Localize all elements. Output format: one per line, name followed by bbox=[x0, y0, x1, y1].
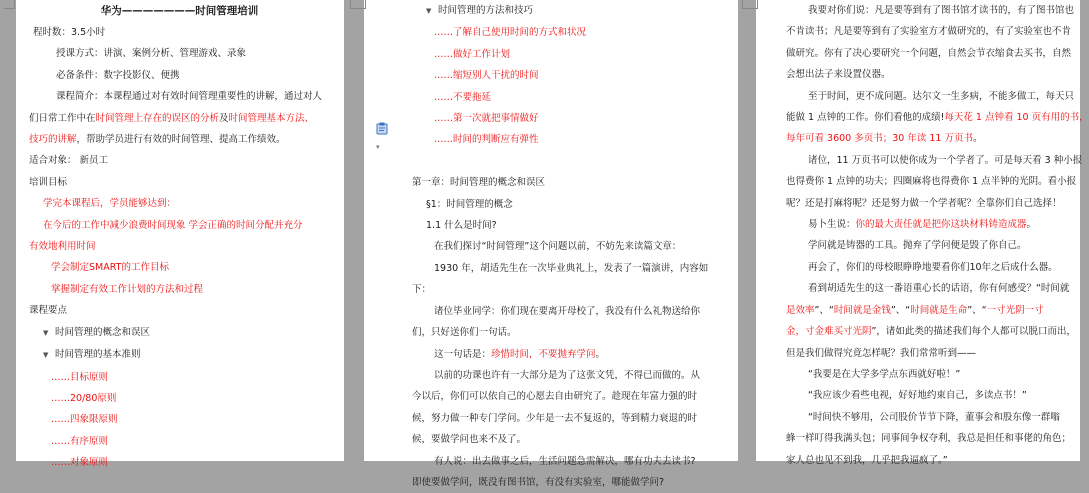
text-segment: ”，诸如此类的描述我们每个人都可以脱口而出， bbox=[871, 326, 1076, 338]
text-line bbox=[412, 344, 724, 365]
text-line bbox=[412, 194, 724, 215]
text-line bbox=[29, 108, 330, 129]
text-content: 课程要点 bbox=[29, 305, 68, 317]
text-content: 适合对象： 新员工 bbox=[29, 155, 109, 167]
text-line bbox=[29, 431, 330, 452]
text-segment: ”、“ bbox=[814, 304, 834, 316]
text-content: “时间快不够用，公司股价节节下降，董事会和股东像一群嗡 bbox=[808, 411, 1060, 423]
text-line bbox=[412, 129, 724, 150]
text-line bbox=[29, 86, 330, 107]
text-content: 做研究。你有了决心要研究一个问题，自然会节衣缩食去买书，自然 bbox=[786, 47, 1072, 59]
text-content: ……20/80原则 bbox=[51, 392, 117, 404]
text-line bbox=[29, 300, 330, 321]
text-line bbox=[786, 0, 1075, 21]
text-line bbox=[412, 429, 724, 450]
text-segment: 每天花 1 点钟看 10 页有用的书， bbox=[944, 112, 1089, 124]
text-line bbox=[29, 236, 330, 257]
text-content: ……缩短别人干扰的时间 bbox=[434, 70, 539, 82]
text-content: 1930 年，胡适先生在一次毕业典礼上，发表了一篇演讲，内容如 bbox=[434, 262, 709, 274]
text-content: ……了解自己使用时间的方式和状况 bbox=[434, 27, 587, 39]
text-content: 掌握制定有效工作计划的方法和过程 bbox=[51, 283, 204, 295]
text-line bbox=[786, 171, 1077, 192]
text-segment: 是效率 bbox=[786, 304, 815, 316]
text-line bbox=[412, 0, 724, 22]
text-line bbox=[786, 257, 1070, 278]
text-content: 在我们探讨“时间管理”这个问题以前，不妨先来读篇文章： bbox=[434, 241, 682, 253]
text-content: 今以后，你们可以依自己的心愿去自由研究了。趁现在年富力强的时 bbox=[412, 391, 698, 403]
text-content bbox=[412, 156, 415, 167]
text-line bbox=[29, 452, 330, 473]
text-line bbox=[412, 365, 724, 386]
text-segment: 时间管理基本方法、 bbox=[228, 112, 315, 124]
text-content: 再会了，你们的母校眼睁睁地要看你们10年之后成什么器。 bbox=[808, 261, 1058, 273]
text-line bbox=[786, 450, 1070, 471]
text-content: 培训目标 bbox=[29, 176, 68, 188]
text-line bbox=[29, 409, 330, 430]
text-segment: 易卜生说： bbox=[808, 219, 856, 231]
text-line bbox=[412, 451, 724, 472]
text-line bbox=[412, 108, 724, 129]
text-line bbox=[29, 65, 330, 86]
text-segment: 金，寸金难买寸光阴 bbox=[786, 326, 872, 338]
text-line bbox=[786, 235, 1070, 256]
text-line bbox=[29, 257, 330, 278]
text-line bbox=[29, 215, 330, 236]
text-segment: ”、“ bbox=[890, 304, 911, 316]
page-corner-mark bbox=[355, 0, 366, 9]
text-content: 蜂一样叮得我满头包；同事间争权夺利，我总是担任和事佬的角色； bbox=[786, 433, 1072, 445]
document-page-1 bbox=[16, 0, 344, 469]
text-line bbox=[786, 86, 1075, 107]
text-line bbox=[412, 215, 724, 236]
text-content: 不肯读书；凡是要等到有了实验室方才做研究的，有了实验室也不肯 bbox=[786, 26, 1072, 38]
text-line bbox=[786, 385, 1070, 406]
outline-collapse-icon[interactable]: ▼ bbox=[43, 351, 49, 360]
text-line bbox=[29, 279, 330, 300]
text-content: 至于时间，更不成问题。达尔文一生多病，不能多做工，每天只 bbox=[808, 90, 1075, 102]
text-line bbox=[786, 278, 1070, 299]
text-line bbox=[786, 193, 1070, 214]
text-segment: 你的最大责任就是把你这块材料铸造成器 bbox=[855, 219, 1027, 231]
text-line bbox=[29, 22, 330, 43]
text-segment: 时间就是金钱 bbox=[833, 304, 891, 316]
clipboard-icon bbox=[376, 122, 388, 135]
text-content: 也得费你 1 点钟的功夫；四圈麻将也得费你 1 点半钟的光阴。看小报 bbox=[786, 176, 1077, 188]
text-line bbox=[29, 367, 330, 388]
text-content: 候，努力做一种专门学问。少年是一去不复返的，等到精力衰退的时 bbox=[412, 412, 698, 424]
text-line bbox=[412, 236, 724, 257]
text-content: 学问就是铸器的工具。抛弃了学问便是毁了你自己。 bbox=[808, 240, 1027, 252]
text-line bbox=[412, 386, 724, 407]
text-content: ……做好工作计划 bbox=[434, 48, 511, 60]
text-line bbox=[786, 343, 1070, 364]
text-content: ……时间的判断应有弹性 bbox=[434, 134, 539, 146]
text-content: 们，只好送你们一句话。 bbox=[412, 327, 517, 339]
text-segment: 们日常工作中在 bbox=[29, 112, 96, 124]
text-content: 必备条件：数字投影仪、便携 bbox=[56, 69, 180, 81]
text-segment: 时间管理上存在的误区的分析 bbox=[95, 112, 220, 124]
document-title: 华为———————时间管理培训 bbox=[100, 5, 259, 17]
paste-options-icon[interactable] bbox=[376, 122, 394, 151]
text-content: “我要是在大学多学点东西就好啦！” bbox=[808, 368, 961, 380]
text-segment: 。 bbox=[595, 348, 606, 360]
text-line bbox=[786, 407, 1070, 428]
text-line bbox=[412, 472, 724, 493]
text-content: 1.1 什么是时间? bbox=[426, 220, 497, 232]
outline-collapse-icon[interactable]: ▼ bbox=[43, 328, 49, 337]
text-line bbox=[412, 258, 724, 279]
text-segment: 这一句话是： bbox=[434, 348, 492, 360]
text-line bbox=[786, 107, 1089, 128]
text-line bbox=[786, 128, 1070, 149]
text-line bbox=[786, 300, 1070, 321]
text-content: ……第一次就把事情做好 bbox=[434, 113, 539, 125]
text-content: §1：时间管理的概念 bbox=[426, 198, 513, 210]
text-line bbox=[786, 21, 1070, 42]
text-content: ……有序原则 bbox=[51, 435, 109, 447]
page-corner-mark bbox=[747, 0, 758, 9]
text-line bbox=[786, 64, 1070, 85]
text-segment: 技巧的讲解 bbox=[29, 134, 77, 146]
document-page-3 bbox=[756, 0, 1089, 466]
page-corner-mark bbox=[4, 0, 15, 9]
text-line bbox=[412, 44, 724, 65]
text-segment: 及 bbox=[219, 112, 229, 124]
text-content: 在今后的工作中减少浪费时间现象 学会正确的时间分配并充分 bbox=[43, 219, 303, 231]
text-content: 但是我们做得究竟怎样呢？我们常常听到—— bbox=[786, 347, 977, 359]
text-content: 我要对你们说：凡是要等到有了图书馆才读书的，有了图书馆也 bbox=[808, 5, 1075, 16]
text-segment: 。 bbox=[1026, 219, 1037, 231]
text-content: 学完本课程后，学员能够达到： bbox=[43, 198, 177, 210]
text-content: 时间管理的方法和技巧 bbox=[438, 5, 534, 16]
text-segment: ，帮助学员进行有效的时间管理、提高工作绩效。 bbox=[76, 134, 286, 146]
text-content: 课程简介：本课程通过对有效时间管理重要性的讲解，通过对人 bbox=[56, 91, 323, 103]
text-content: 时间管理的概念和误区 bbox=[55, 326, 151, 338]
text-content: 程时数：3.5小时 bbox=[33, 27, 106, 38]
text-line bbox=[786, 321, 1076, 342]
text-line bbox=[786, 150, 1083, 171]
text-line bbox=[786, 428, 1070, 449]
text-line bbox=[786, 214, 1070, 235]
text-content: ……目标原则 bbox=[51, 371, 109, 383]
document-page-2 bbox=[364, 0, 738, 488]
text-content: 学会制定SMART的工作目标 bbox=[51, 262, 169, 274]
page-1-body bbox=[29, 22, 330, 474]
text-line bbox=[29, 129, 330, 150]
outline-collapse-icon[interactable]: ▼ bbox=[426, 7, 432, 15]
text-segment: 一寸光阴一寸 bbox=[986, 304, 1044, 316]
text-line bbox=[412, 408, 724, 429]
text-content: ……对象原则 bbox=[51, 457, 109, 469]
text-line bbox=[412, 22, 724, 43]
text-line bbox=[786, 364, 1070, 385]
text-line bbox=[29, 344, 330, 366]
text-line bbox=[29, 150, 330, 171]
text-content: 第一章：时间管理的概念和误区 bbox=[412, 177, 546, 189]
text-content: 有人说：出去做事之后，生活问题急需解决，哪有功夫去读书? bbox=[434, 455, 696, 467]
text-segment: 能做 1 点钟的工作。你们看他的成绩! bbox=[786, 112, 945, 124]
text-line bbox=[412, 279, 724, 300]
text-content: 家人总也见不到我，几乎把我逼疯了。” bbox=[786, 454, 948, 466]
text-line bbox=[29, 322, 330, 344]
text-segment: 每年可看 3600 多页书；30 年读 11 万页书 bbox=[786, 133, 973, 145]
text-content: “我应该少看些电视，好好地约束自己，多读点书！” bbox=[808, 390, 1027, 402]
text-content: 有效地利用时间 bbox=[29, 241, 96, 253]
page-2-body bbox=[412, 0, 724, 493]
text-line bbox=[412, 172, 724, 193]
text-content: ……不要拖延 bbox=[434, 91, 492, 103]
text-segment: 珍惜时间，不要抛弃学问 bbox=[491, 348, 596, 360]
text-content: 时间管理的基本准则 bbox=[55, 349, 141, 361]
chevron-down-icon: ▾ bbox=[376, 143, 380, 151]
text-line bbox=[29, 172, 330, 193]
text-line bbox=[412, 87, 724, 108]
text-line bbox=[786, 43, 1070, 64]
text-segment: 时间就是生命 bbox=[910, 304, 968, 316]
text-segment: ”、“ bbox=[967, 304, 987, 316]
page-3-body bbox=[786, 0, 1089, 471]
text-line bbox=[412, 301, 724, 322]
text-line bbox=[29, 388, 330, 409]
text-line bbox=[412, 322, 724, 343]
text-line bbox=[29, 193, 330, 214]
text-content: ……四象限原则 bbox=[51, 414, 118, 426]
text-segment: 。 bbox=[972, 133, 983, 145]
text-line bbox=[412, 65, 724, 86]
text-content: 会想出法子来设置仪器。 bbox=[786, 69, 891, 81]
text-content: 下： bbox=[412, 284, 432, 296]
text-content: 授课方式：讲演、案例分析、管理游戏、录象 bbox=[56, 48, 247, 60]
text-content: 诸位，11 万页书可以使你成为一个学者了。可是每天看 3 种小报 bbox=[808, 154, 1083, 166]
text-content: 看到胡适先生的这一番语重心长的话语，你有何感受？“时间就 bbox=[808, 283, 1070, 295]
text-line bbox=[412, 151, 724, 172]
text-content: 即使要做学问，既没有图书馆，有没有实验室，哪能做学问? bbox=[412, 476, 665, 488]
text-line bbox=[29, 43, 330, 64]
text-content: 诸位毕业同学：你们现在要离开母校了，我没有什么礼物送给你 bbox=[434, 305, 701, 317]
text-content: 以前的功课也许有一大部分是为了这张文凭，不得已而做的。从 bbox=[434, 369, 701, 381]
text-content: 候，要做学问也来不及了。 bbox=[412, 434, 527, 446]
text-content: 呢？还是打麻将呢？还是努力做一个学者呢？全靠你们自己选择！ bbox=[786, 197, 1062, 209]
